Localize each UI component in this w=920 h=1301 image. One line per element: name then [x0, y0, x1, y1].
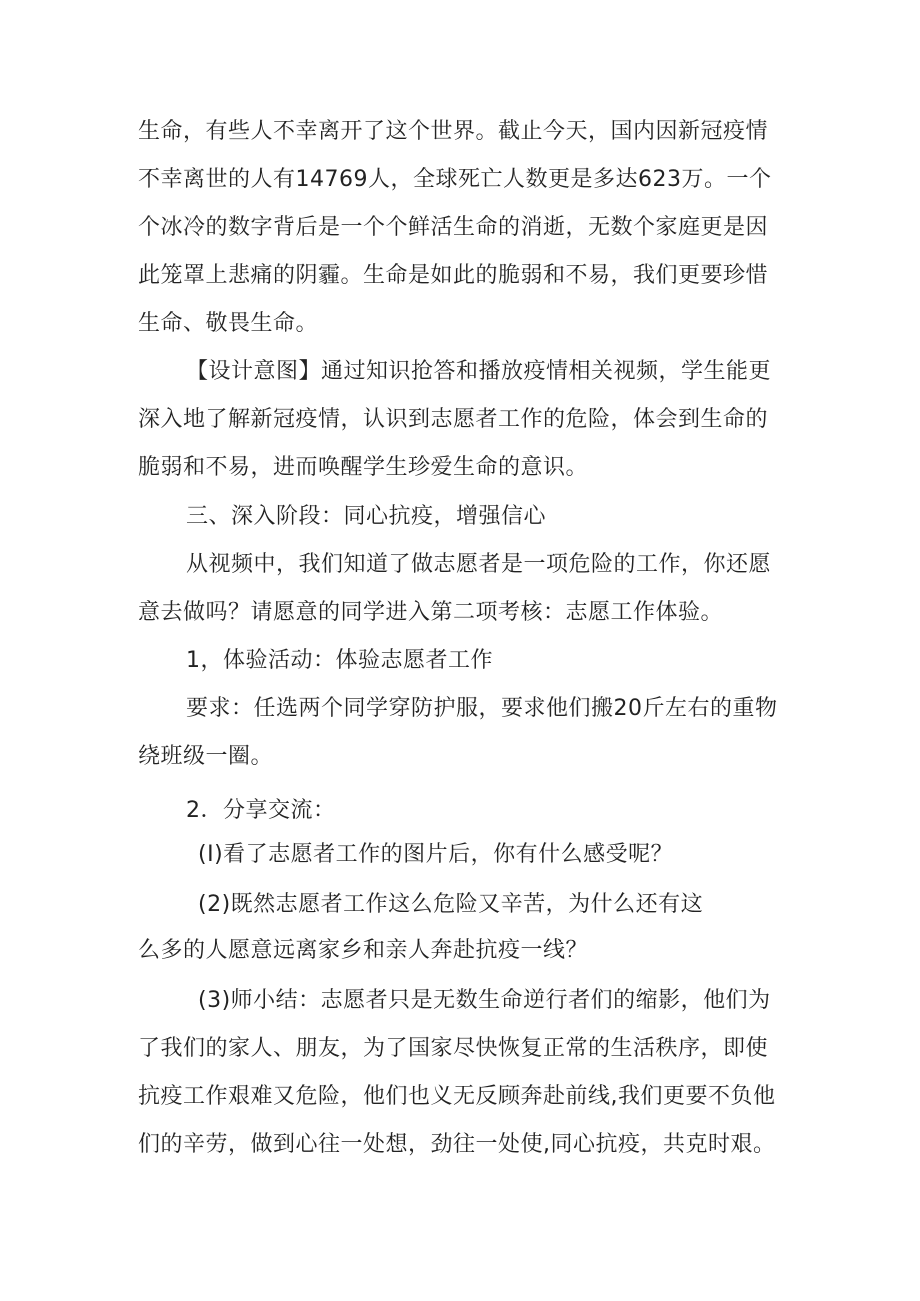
text-line: 个冰冷的数字背后是一个个鲜活生命的消逝，无数个家庭更是因: [138, 215, 769, 240]
text-line: 生命，有些人不幸离开了这个世界。截止今天，国内因新冠疫情: [138, 119, 769, 144]
text-line: 从视频中，我们知道了做志愿者是一项危险的工作，你还愿: [186, 552, 772, 577]
text-line: 深入地了解新冠疫情，认识到志愿者工作的危险，体会到生命的: [138, 407, 769, 432]
text-line: 不幸离世的人有14769人，全球死亡人数更是多达623万。一个: [138, 167, 772, 192]
text-line: 绕班级一圈。: [138, 744, 274, 769]
text-line: 要求：任选两个同学穿防护服，要求他们搬20斤左右的重物: [186, 696, 778, 721]
text-line: 脆弱和不易，进而唤醒学生珍爱生命的意识。: [138, 455, 589, 480]
text-line: 们的辛劳，做到心往一处想，劲往一处使,同心抗疫，共克时艰。: [138, 1132, 776, 1157]
activity-heading: 1，体验活动：体验志愿者工作: [186, 648, 493, 673]
text-line: 抗疫工作艰难又危险，他们也义无反顾奔赴前线,我们更要不负他: [138, 1084, 776, 1109]
section-heading: 三、深入阶段：同心抗疫，增强信心: [186, 504, 547, 529]
text-line: 意去做吗？请愿意的同学进入第二项考核：志愿工作体验。: [138, 600, 724, 625]
text-line: 么多的人愿意远离家乡和亲人奔赴抗疫一线？: [138, 938, 589, 963]
question-item: (2)既然志愿者工作这么危险又辛苦，为什么还有这: [198, 892, 704, 917]
text-line: 生命、敬畏生命。: [138, 311, 319, 336]
text-line: 了我们的家人、朋友，为了国家尽快恢复正常的生活秩序，即使: [138, 1036, 769, 1061]
sharing-heading: 2．分享交流：: [186, 798, 336, 823]
question-item: (I)看了志愿者工作的图片后，你有什么感受呢？: [198, 842, 674, 867]
text-line: 此笼罩上悲痛的阴霾。生命是如此的脆弱和不易，我们更要珍惜: [138, 263, 769, 288]
design-intent-heading-line: 【设计意图】通过知识抢答和播放疫情相关视频，学生能更: [186, 359, 772, 384]
summary-item: (3)师小结：志愿者只是无数生命逆行者们的缩影，他们为: [198, 988, 771, 1013]
